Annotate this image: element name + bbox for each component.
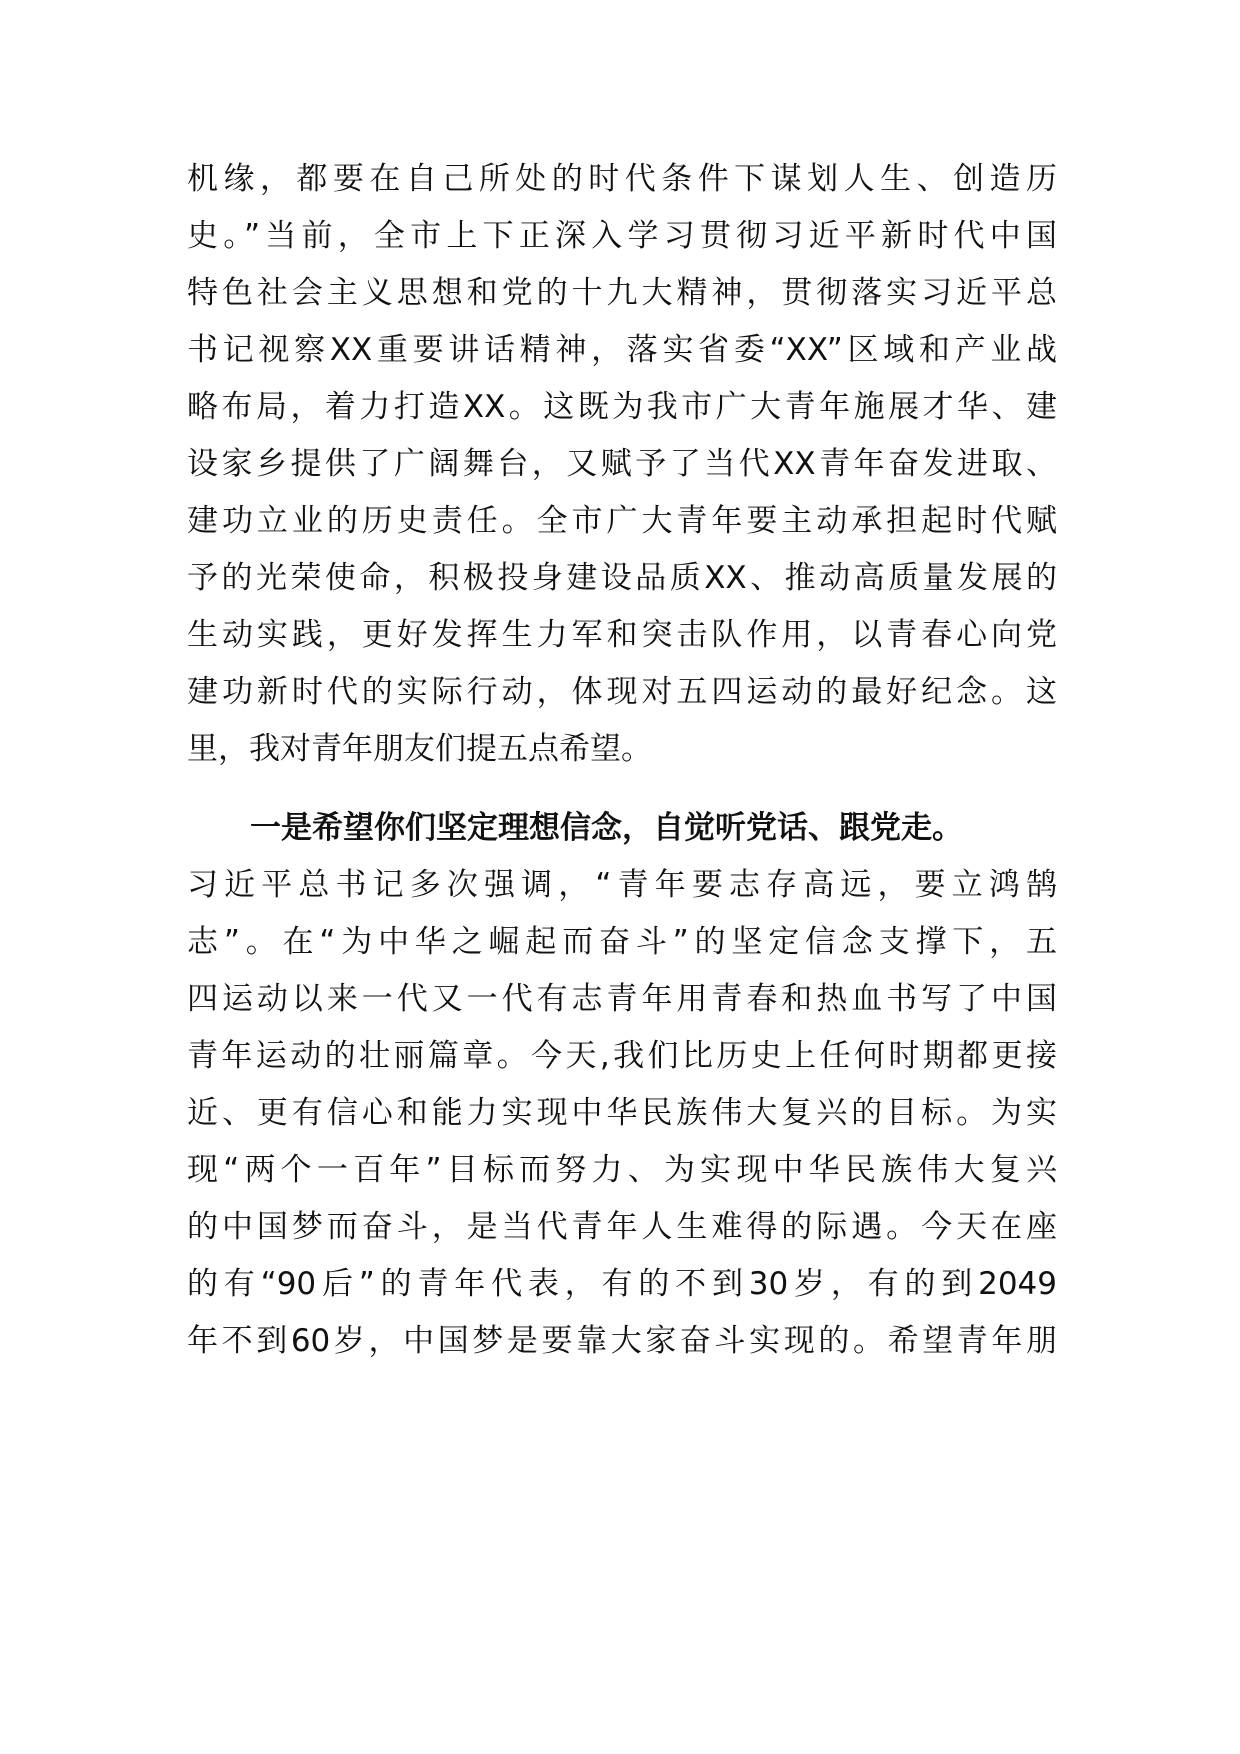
text-line: 生动实践，更好发挥生力军和突击队作用，以青春心向党 xyxy=(187,617,1057,653)
text-line: 设家乡提供了广阔舞台，又赋予了当代XX青年奋发进取、 xyxy=(187,446,1057,482)
section-heading: 一是希望你们坚定理想信念，自觉听党话、跟党走。 xyxy=(250,810,963,846)
text-line: 机缘，都要在自己所处的时代条件下谋划人生、创造历 xyxy=(187,161,1057,197)
text-line: 志”。在“为中华之崛起而奋斗”的坚定信念支撑下，五 xyxy=(187,924,1057,960)
text-line: 里，我对青年朋友们提五点希望。 xyxy=(187,731,652,767)
text-line: 建功立业的历史责任。全市广大青年要主动承担起时代赋 xyxy=(187,503,1057,539)
text-line: 史。”当前，全市上下正深入学习贯彻习近平新时代中国 xyxy=(187,218,1057,254)
text-line: 的有“90后”的青年代表，有的不到30岁，有的到2049 xyxy=(187,1266,1057,1302)
text-line: 四运动以来一代又一代有志青年用青春和热血书写了中国 xyxy=(187,981,1057,1017)
text-line: 略布局，着力打造XX。这既为我市广大青年施展才华、建 xyxy=(187,389,1057,425)
text-line: 年不到60岁，中国梦是要靠大家奋斗实现的。希望青年朋 xyxy=(187,1323,1057,1359)
text-line: 建功新时代的实际行动，体现对五四运动的最好纪念。这 xyxy=(187,674,1057,710)
text-line: 的中国梦而奋斗，是当代青年人生难得的际遇。今天在座 xyxy=(187,1209,1057,1245)
text-line: 予的光荣使命，积极投身建设品质XX、推动高质量发展的 xyxy=(187,560,1057,596)
text-line: 习近平总书记多次强调，“青年要志存高远，要立鸿鹄 xyxy=(187,867,1057,903)
text-line: 近、更有信心和能力实现中华民族伟大复兴的目标。为实 xyxy=(187,1095,1057,1131)
text-line: 青年运动的壮丽篇章。今天,我们比历史上任何时期都更接 xyxy=(187,1038,1057,1074)
text-line: 特色社会主义思想和党的十九大精神，贯彻落实习近平总 xyxy=(187,275,1057,311)
text-line: 书记视察XX重要讲话精神，落实省委“XX”区域和产业战 xyxy=(187,332,1057,368)
text-line: 现“两个一百年”目标而努力、为实现中华民族伟大复兴 xyxy=(187,1152,1057,1188)
